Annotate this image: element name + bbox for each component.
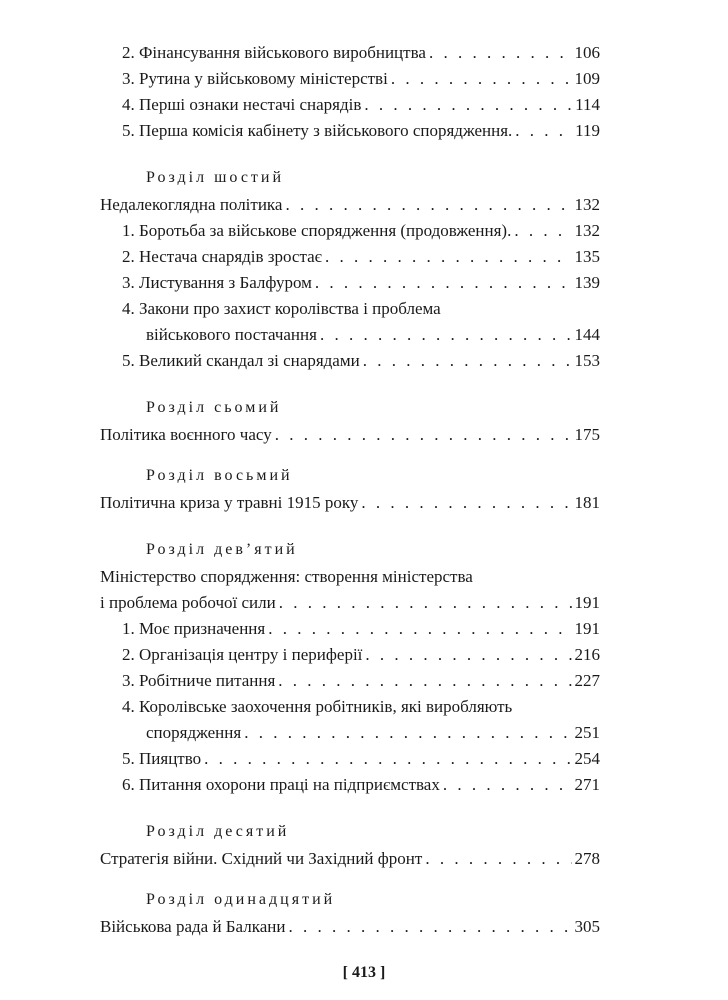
dot-leader (515, 120, 572, 142)
chapter-title-entry (100, 592, 600, 614)
dot-leader (279, 592, 572, 614)
toc-entry-title: 1. Моє призначення (122, 619, 266, 638)
dot-leader (363, 350, 572, 372)
chapter-heading: Розділ шостий (146, 169, 285, 186)
chapter-title-entry (100, 848, 600, 870)
chapter-heading: Розділ одинадцятий (146, 891, 336, 908)
toc-entry-title: Політика воєнного часу (100, 425, 272, 444)
toc-entry-title: 1. Боротьба за військове спорядження (продовження). (122, 221, 512, 240)
toc-entry-page: 119 (575, 121, 600, 140)
toc-entry-page: 191 (574, 593, 600, 612)
toc-entry-page: 305 (574, 917, 600, 936)
toc-entry (122, 644, 600, 666)
dot-leader (268, 618, 571, 640)
dot-leader (361, 492, 571, 514)
toc-entry (122, 774, 600, 796)
toc-entry-page: 139 (574, 273, 600, 292)
toc-entry-title: 5. Пияцтво (122, 749, 202, 768)
toc-entry (122, 120, 600, 142)
toc-entry (122, 670, 600, 692)
chapter-title-line1: Міністерство спорядження: створення міністерства (100, 567, 473, 586)
toc-entry-page: 144 (574, 325, 600, 344)
toc-entry-title: 6. Питання охорони праці на підприємствах (122, 775, 440, 794)
toc-entry-title-line1: 4. Закони про захист королівства і проблема (122, 299, 441, 318)
dot-leader (204, 748, 571, 770)
dot-leader (443, 774, 572, 796)
toc-entry-title: 2. Організація центру і периферії (122, 645, 363, 664)
chapter-title-entry (100, 916, 600, 938)
toc-entry-page: 227 (574, 671, 600, 690)
chapter-title-entry (100, 194, 600, 216)
toc-entry-title: 5. Великий скандал зі снарядами (122, 351, 360, 370)
dot-leader (425, 848, 571, 870)
toc-entry (122, 748, 600, 770)
chapter-heading: Розділ сьомий (146, 399, 282, 416)
toc-entry-title: 5. Перша комісія кабінету з військового спорядження. (122, 121, 513, 140)
toc-entry-page: 254 (574, 749, 600, 768)
toc-entry-title: 3. Листування з Балфуром (122, 273, 312, 292)
toc-entry (122, 618, 600, 640)
toc-entry-title-line1: 4. Королівське заохочення робітників, які виробляють (122, 697, 513, 716)
chapter-heading: Розділ десятий (146, 823, 290, 840)
dot-leader (244, 722, 571, 744)
toc-entry-title: 4. Перші ознаки нестачі снарядів (122, 95, 362, 114)
chapter-heading: Розділ восьмий (146, 467, 293, 484)
toc-entry-page: 106 (574, 43, 600, 62)
toc-entry-page: 251 (574, 723, 600, 742)
dot-leader (514, 220, 571, 242)
toc-entry (122, 246, 600, 268)
chapter-title-entry (100, 492, 600, 514)
dot-leader (285, 194, 571, 216)
toc-entry (122, 94, 600, 116)
toc-entry-page: 132 (574, 221, 600, 240)
dot-leader (391, 68, 572, 90)
dot-leader (320, 324, 572, 346)
toc-entry-title-line2: спорядження (146, 723, 242, 742)
toc-entry-title: Політична криза у травні 1915 року (100, 493, 359, 512)
toc-entry-page: 132 (574, 195, 600, 214)
toc-entry-page: 153 (574, 351, 600, 370)
toc-entry (146, 722, 600, 744)
toc-entry-title-line2: військового постачання (146, 325, 317, 344)
dot-leader (429, 42, 572, 64)
toc-entry-page: 109 (574, 69, 600, 88)
dot-leader (315, 272, 572, 294)
dot-leader (288, 916, 571, 938)
chapter-title-line2: і проблема робочої сили (100, 593, 276, 612)
toc-entry (122, 220, 600, 242)
toc-entry-title: 3. Рутина у військовому міністерстві (122, 69, 388, 88)
toc-entry-page: 216 (574, 645, 600, 664)
toc-entry (122, 68, 600, 90)
dot-leader (278, 670, 571, 692)
toc-entry-page: 191 (574, 619, 600, 638)
toc-entry-page: 271 (574, 775, 600, 794)
dot-leader (365, 644, 571, 666)
toc-entry-page: 181 (574, 493, 600, 512)
toc-entry (122, 350, 600, 372)
toc-entry-title: 3. Робітниче питання (122, 671, 276, 690)
toc-entry-page: 135 (574, 247, 600, 266)
toc-entry-page: 278 (574, 849, 600, 868)
chapter-title-entry (100, 424, 600, 446)
dot-leader (364, 94, 572, 116)
toc-entry-title: Стратегія війни. Східний чи Західний фронт (100, 849, 423, 868)
toc-entry-title: Недалекоглядна політика (100, 195, 283, 214)
toc-entry-page: 175 (574, 425, 600, 444)
page-number: [ 413 ] (342, 964, 386, 981)
toc-entry (146, 324, 600, 346)
dot-leader (325, 246, 572, 268)
toc-entry-title: 2. Нестача снарядів зростає (122, 247, 322, 266)
toc-entry (122, 272, 600, 294)
toc-entry-title: 2. Фінансування військового виробництва (122, 43, 426, 62)
dot-leader (275, 424, 572, 446)
toc-entry-page: 114 (575, 95, 600, 114)
toc-entry (122, 42, 600, 64)
chapter-heading: Розділ дев’ятий (146, 541, 298, 558)
toc-entry-title: Військова рада й Балкани (100, 917, 286, 936)
